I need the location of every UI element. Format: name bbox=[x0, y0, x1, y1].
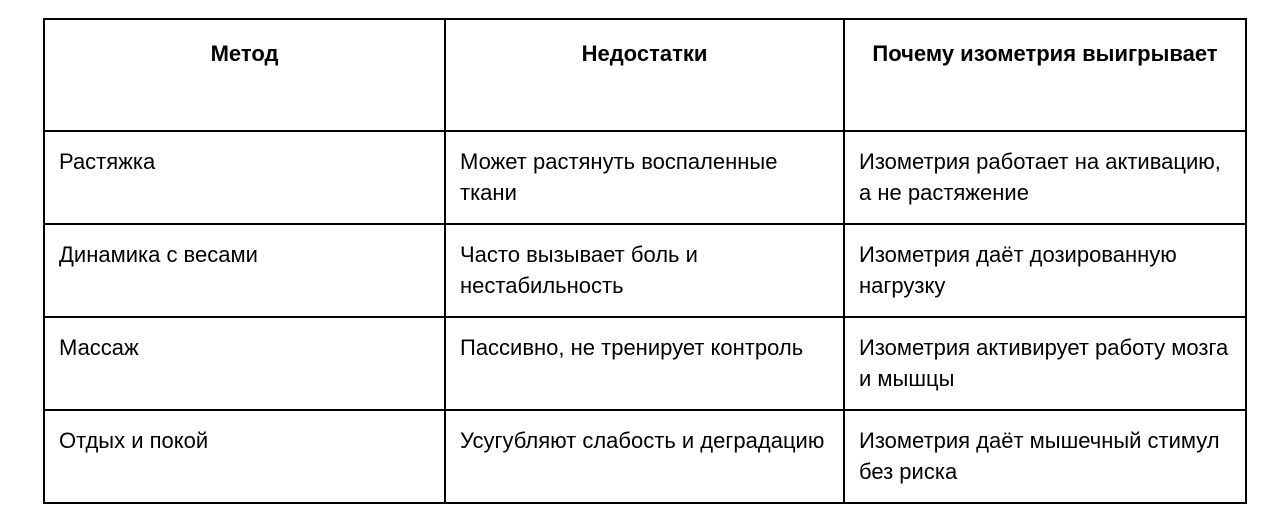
drawback-cell: Усугубляют слабость и деградацию bbox=[445, 410, 844, 503]
table-row bbox=[44, 317, 1246, 410]
advantage-cell: Изометрия активирует работу мозга и мышцы bbox=[844, 317, 1246, 410]
advantage-cell: Изометрия работает на активацию, а не растяжение bbox=[844, 131, 1246, 224]
table-row bbox=[44, 224, 1246, 317]
header-why-isometrics: Почему изометрия выигрывает bbox=[844, 19, 1246, 131]
method-cell: Динамика с весами bbox=[44, 224, 445, 317]
method-cell: Отдых и покой bbox=[44, 410, 445, 503]
advantage-cell: Изометрия даёт дозированную нагрузку bbox=[844, 224, 1246, 317]
table-row bbox=[44, 131, 1246, 224]
drawback-cell: Может растянуть воспаленные ткани bbox=[445, 131, 844, 224]
header-drawbacks: Недостатки bbox=[445, 19, 844, 131]
comparison-table bbox=[43, 18, 1247, 504]
table-row bbox=[44, 410, 1246, 503]
drawback-cell: Часто вызывает боль и нестабильность bbox=[445, 224, 844, 317]
advantage-cell: Изометрия даёт мышечный стимул без риска bbox=[844, 410, 1246, 503]
drawback-cell: Пассивно, не тренирует контроль bbox=[445, 317, 844, 410]
method-cell: Растяжка bbox=[44, 131, 445, 224]
header-method: Метод bbox=[44, 19, 445, 131]
header-row bbox=[44, 19, 1246, 131]
method-cell: Массаж bbox=[44, 317, 445, 410]
